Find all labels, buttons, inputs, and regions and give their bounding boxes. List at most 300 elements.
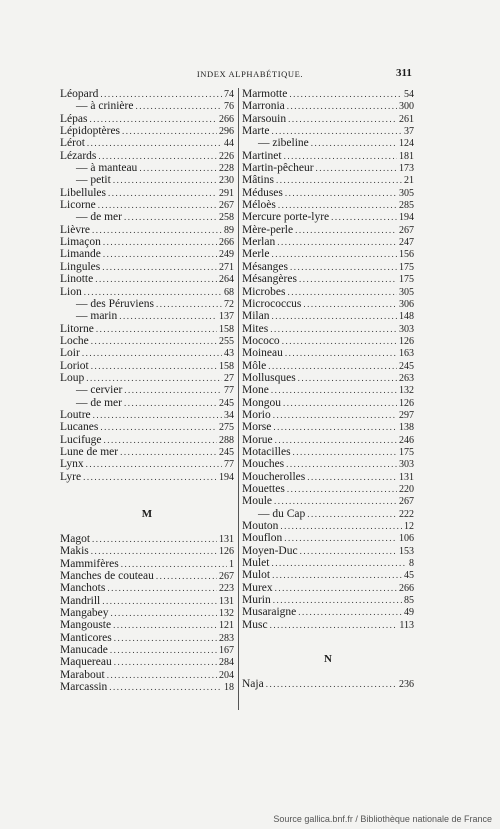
entry-term: Lucanes	[60, 421, 99, 434]
entry-term: Loup	[60, 371, 85, 384]
entry-term: Loutre	[60, 408, 91, 421]
entry-page-number: 266	[399, 582, 414, 594]
entry-page-number: 126	[219, 546, 234, 558]
index-entry	[242, 236, 414, 248]
page-number: 311	[396, 67, 412, 79]
index-entry	[242, 520, 414, 532]
entry-page-number: 291	[219, 187, 234, 199]
entry-term: Naja	[242, 678, 264, 691]
leader-dots	[298, 606, 402, 618]
leader-dots	[96, 323, 217, 335]
leader-dots	[82, 347, 222, 359]
index-entry	[60, 360, 234, 372]
leader-dots	[91, 335, 217, 347]
index-entry	[242, 199, 414, 211]
entry-page-number: 1	[229, 558, 234, 570]
index-entry	[242, 150, 414, 162]
entry-page-number: 72	[224, 298, 234, 310]
index-entry	[242, 273, 414, 285]
entry-term: — zibeline	[258, 137, 309, 150]
entry-term: Mangouste	[60, 619, 112, 632]
entry-page-number: 131	[219, 595, 234, 607]
entry-term: Litorne	[60, 322, 94, 335]
entry-page-number: 106	[399, 533, 414, 545]
entry-term: Lyre	[60, 470, 82, 483]
entry-term: Mouettes	[242, 483, 285, 495]
entry-page-number: 85	[404, 595, 414, 607]
index-column-left	[60, 88, 234, 693]
entry-term: Mouton	[242, 520, 279, 533]
entry-page-number: 132	[399, 385, 414, 397]
entry-term: Lynx	[60, 458, 84, 471]
column-separator	[238, 88, 239, 710]
entry-term: Lérot	[60, 137, 85, 150]
leader-dots	[111, 607, 217, 619]
entry-page-number: 77	[224, 459, 234, 471]
leader-dots	[307, 471, 397, 483]
entry-page-number: 246	[399, 434, 414, 446]
index-entry	[60, 261, 234, 273]
entry-page-number: 44	[224, 138, 234, 150]
entries-m-section-continued	[242, 88, 414, 631]
entry-term: — petit	[76, 174, 111, 187]
index-entry	[242, 545, 414, 557]
leader-dots	[295, 224, 397, 236]
entry-page-number: 158	[219, 360, 234, 372]
entry-term: — de mer	[76, 211, 122, 224]
entry-page-number: 8	[409, 558, 414, 570]
leader-dots	[109, 681, 222, 693]
entry-term: Lépidoptères	[60, 125, 121, 138]
entry-page-number: 153	[399, 545, 414, 557]
leader-dots	[285, 187, 397, 199]
leader-dots	[282, 335, 397, 347]
leader-dots	[86, 458, 222, 470]
leader-dots	[270, 619, 398, 631]
leader-dots	[124, 384, 222, 396]
index-entry	[242, 224, 414, 236]
entry-term: Marcassin	[60, 681, 108, 694]
leader-dots	[83, 471, 217, 483]
entry-term: Mulot	[242, 569, 271, 582]
entry-page-number: 247	[399, 237, 414, 249]
leader-dots	[270, 323, 397, 335]
index-entry	[242, 594, 414, 606]
entry-term: — à manteau	[76, 162, 138, 175]
index-column-right	[242, 88, 414, 690]
entry-term: — à crinière	[76, 100, 134, 113]
entry-page-number: 288	[219, 434, 234, 446]
index-entry	[242, 532, 414, 544]
leader-dots	[287, 100, 397, 112]
leader-dots	[284, 532, 397, 544]
entry-page-number: 12	[404, 521, 414, 533]
entry-page-number: 305	[399, 187, 414, 199]
leader-dots	[271, 384, 397, 396]
entry-term: Manches de couteau	[60, 570, 154, 583]
leader-dots	[298, 372, 397, 384]
entry-term: Méloès	[242, 199, 276, 212]
index-entry	[60, 458, 234, 470]
entry-term: Morue	[242, 433, 273, 446]
leader-dots	[122, 125, 217, 137]
index-entry	[242, 569, 414, 581]
index-entry	[60, 286, 234, 298]
entries-n-section	[242, 678, 414, 690]
entry-page-number: 300	[399, 101, 414, 113]
index-entry	[242, 446, 414, 458]
index-entry	[60, 619, 234, 631]
entry-term: Mongou	[242, 396, 281, 409]
leader-dots	[284, 150, 397, 162]
leader-dots	[86, 372, 222, 384]
index-entry	[242, 187, 414, 199]
entry-term: Morse	[242, 421, 272, 434]
leader-dots	[108, 187, 217, 199]
entry-term: Loche	[60, 334, 89, 347]
entry-term: Musc	[242, 618, 268, 631]
leader-dots	[98, 150, 217, 162]
entry-page-number: 264	[219, 274, 234, 286]
entry-term: Mésangères	[242, 273, 297, 286]
index-entry	[242, 113, 414, 125]
entry-page-number: 121	[219, 620, 234, 632]
entry-page-number: 34	[224, 409, 234, 421]
index-entry	[242, 162, 414, 174]
index-entry	[242, 384, 414, 396]
index-entry	[242, 88, 414, 100]
section-heading-n: N	[324, 653, 332, 666]
entry-page-number: 267	[219, 200, 234, 212]
entry-page-number: 77	[224, 385, 234, 397]
entry-page-number: 138	[399, 422, 414, 434]
entry-page-number: 27	[224, 372, 234, 384]
entry-term: Moule	[242, 495, 273, 508]
entry-page-number: 303	[399, 459, 414, 471]
leader-dots	[139, 162, 217, 174]
leader-dots	[300, 545, 397, 557]
leader-dots	[100, 88, 222, 100]
leader-dots	[124, 397, 217, 409]
index-entry	[60, 162, 234, 174]
leader-dots	[121, 558, 227, 570]
index-entry	[242, 606, 414, 618]
index-entry	[60, 558, 234, 570]
entry-page-number: 131	[219, 534, 234, 545]
index-entry	[60, 545, 234, 557]
leader-dots	[273, 409, 397, 421]
entry-term: Mites	[242, 322, 269, 335]
entry-page-number: 267	[399, 496, 414, 508]
section-heading-m: M	[141, 508, 153, 520]
index-entry	[242, 678, 414, 690]
entry-page-number: 296	[219, 126, 234, 138]
entry-term: Martin-pêcheur	[242, 162, 314, 175]
index-entry	[60, 656, 234, 668]
entry-page-number: 21	[404, 175, 414, 187]
leader-dots	[103, 236, 217, 248]
leader-dots	[84, 286, 222, 298]
leader-dots	[92, 224, 222, 236]
leader-dots	[113, 174, 217, 186]
index-entry	[60, 347, 234, 359]
index-entry	[60, 397, 234, 409]
entry-term: Marte	[242, 125, 270, 138]
entry-term: Mésanges	[242, 260, 288, 273]
leader-dots	[95, 273, 217, 285]
entry-page-number: 255	[219, 335, 234, 347]
entry-page-number: 267	[399, 224, 414, 236]
entry-term: Lucifuge	[60, 433, 102, 446]
index-entry	[242, 372, 414, 384]
index-entry	[242, 298, 414, 310]
leader-dots	[271, 310, 397, 322]
entry-page-number: 54	[404, 89, 414, 100]
leader-dots	[272, 569, 402, 581]
entry-page-number: 263	[399, 372, 414, 384]
leader-dots	[104, 434, 217, 446]
entry-term: Mère-perle	[242, 223, 294, 236]
leader-dots	[271, 248, 397, 260]
index-entry	[242, 495, 414, 507]
entry-term: Linotte	[60, 273, 94, 286]
entry-term: Mangabey	[60, 607, 109, 620]
entry-page-number: 167	[219, 645, 234, 657]
entry-term: Magot	[60, 533, 91, 545]
leader-dots	[287, 286, 397, 298]
leader-dots	[91, 545, 217, 557]
entry-page-number: 306	[399, 298, 414, 310]
entry-page-number: 305	[399, 286, 414, 298]
entry-term: — des Péruviens	[76, 297, 154, 310]
leader-dots	[277, 236, 397, 248]
index-entry	[242, 409, 414, 421]
entry-term: Lépas	[60, 112, 88, 125]
leader-dots	[102, 261, 217, 273]
index-entry	[242, 211, 414, 223]
leader-dots	[283, 397, 397, 409]
index-entry	[60, 446, 234, 458]
leader-dots	[331, 211, 397, 223]
entry-page-number: 223	[219, 583, 234, 595]
entry-term: Mulet	[242, 557, 270, 570]
entry-term: Mammifères	[60, 557, 119, 570]
leader-dots	[93, 409, 222, 421]
entry-term: Mococo	[242, 334, 280, 347]
leader-dots	[274, 495, 397, 507]
entry-term: Milan	[242, 310, 270, 323]
index-entry	[60, 310, 234, 322]
entry-page-number: 230	[219, 175, 234, 187]
leader-dots	[114, 632, 217, 644]
entry-page-number: 283	[219, 632, 234, 644]
index-entry	[60, 632, 234, 644]
entry-term: Murin	[242, 594, 271, 607]
leader-dots	[273, 421, 397, 433]
entry-page-number: 18	[224, 682, 234, 694]
entry-page-number: 175	[399, 446, 414, 458]
index-entry	[242, 323, 414, 335]
entry-page-number: 303	[399, 323, 414, 335]
index-entry	[242, 286, 414, 298]
entry-term: Makis	[60, 545, 89, 558]
entry-term: Microbes	[242, 285, 286, 298]
index-entry	[60, 187, 234, 199]
entry-page-number: 181	[399, 150, 414, 162]
leader-dots	[89, 113, 217, 125]
entry-page-number: 137	[219, 311, 234, 323]
leader-dots	[120, 446, 217, 458]
index-entry	[242, 458, 414, 470]
entry-page-number: 126	[399, 397, 414, 409]
leader-dots	[307, 508, 397, 520]
leader-dots	[275, 434, 397, 446]
running-header-title: INDEX ALPHABÉTIQUE.	[196, 69, 304, 79]
leader-dots	[135, 100, 222, 112]
entry-page-number: 173	[399, 163, 414, 175]
leader-dots	[290, 261, 397, 273]
leader-dots	[110, 644, 217, 656]
index-entry	[60, 137, 234, 149]
entry-page-number: 245	[219, 397, 234, 409]
leader-dots	[285, 347, 397, 359]
index-entry	[60, 409, 234, 421]
entry-term: Maquereau	[60, 656, 112, 669]
index-entry	[242, 335, 414, 347]
index-entry	[242, 347, 414, 359]
entry-page-number: 49	[404, 607, 414, 619]
index-entry	[60, 644, 234, 656]
entry-term: Mandrill	[60, 594, 101, 607]
index-entry	[60, 199, 234, 211]
index-entry	[242, 582, 414, 594]
index-entry	[242, 248, 414, 260]
index-entry	[242, 310, 414, 322]
index-entry	[60, 298, 234, 310]
leader-dots	[316, 162, 397, 174]
index-entry	[60, 471, 234, 483]
leader-dots	[102, 595, 217, 607]
entry-term: Lézards	[60, 149, 97, 162]
entry-page-number: 163	[399, 348, 414, 360]
leader-dots	[156, 570, 217, 582]
entry-page-number: 45	[404, 570, 414, 582]
entry-term: Merle	[242, 248, 270, 261]
leader-dots	[286, 458, 397, 470]
entry-page-number: 245	[219, 446, 234, 458]
entry-term: Motacilles	[242, 445, 291, 458]
index-entry	[60, 372, 234, 384]
leader-dots	[87, 137, 222, 149]
entry-term: Murex	[242, 581, 273, 594]
index-entry	[242, 125, 414, 137]
leader-dots	[276, 174, 402, 186]
entry-page-number: 113	[399, 619, 414, 631]
leader-dots	[287, 483, 397, 495]
entries-l-section	[60, 88, 234, 483]
entry-term: — de mer	[76, 396, 122, 409]
leader-dots	[303, 298, 397, 310]
entry-page-number: 267	[219, 571, 234, 583]
leader-dots	[103, 248, 217, 260]
entry-page-number: 194	[219, 471, 234, 483]
entry-term: — cervier	[76, 384, 123, 397]
leader-dots	[107, 669, 217, 681]
index-entry	[60, 323, 234, 335]
entry-term: Moucherolles	[242, 470, 306, 483]
entry-page-number: 249	[219, 249, 234, 261]
entry-term: Léopard	[60, 88, 99, 100]
source-footer: Source gallica.bnf.fr / Bibliothèque nationale de France	[273, 814, 492, 824]
entry-page-number: 43	[224, 348, 234, 360]
entry-term: Martinet	[242, 149, 282, 162]
index-entry	[60, 335, 234, 347]
index-entry	[242, 360, 414, 372]
entry-page-number: 204	[219, 669, 234, 681]
entry-term: Licorne	[60, 199, 96, 212]
entry-page-number: 275	[219, 422, 234, 434]
entry-term: Méduses	[242, 186, 283, 199]
index-entry	[242, 557, 414, 569]
index-entry	[242, 471, 414, 483]
leader-dots	[271, 557, 407, 569]
entry-page-number: 261	[399, 113, 414, 125]
leader-dots	[289, 88, 402, 100]
entry-term: Libellules	[60, 186, 106, 199]
index-entry	[242, 508, 414, 520]
leader-dots	[92, 533, 217, 545]
entry-term: Mollusques	[242, 371, 296, 384]
index-entry	[60, 434, 234, 446]
entry-page-number: 222	[399, 508, 414, 520]
entry-page-number: 131	[399, 471, 414, 483]
entry-page-number: 126	[399, 335, 414, 347]
entry-page-number: 236	[399, 679, 414, 691]
index-entry	[60, 236, 234, 248]
index-entry	[60, 211, 234, 223]
index-entry	[60, 125, 234, 137]
entry-page-number: 156	[399, 249, 414, 261]
leader-dots	[280, 520, 402, 532]
entry-term: Marabout	[60, 668, 105, 681]
leader-dots	[100, 421, 217, 433]
leader-dots	[91, 360, 217, 372]
entry-term: Mone	[242, 384, 269, 397]
entry-term: Manucade	[60, 644, 108, 657]
entry-term: Mouflon	[242, 532, 283, 545]
entry-page-number: 148	[399, 311, 414, 323]
entry-page-number: 76	[224, 101, 234, 113]
leader-dots	[293, 446, 397, 458]
index-entry	[242, 137, 414, 149]
entry-page-number: 194	[399, 212, 414, 224]
entry-term: Morio	[242, 408, 271, 421]
entry-page-number: 74	[224, 89, 234, 100]
index-entry	[60, 681, 234, 693]
entry-page-number: 297	[399, 409, 414, 421]
leader-dots	[275, 582, 397, 594]
entry-term: Limaçon	[60, 236, 101, 249]
index-entry	[60, 607, 234, 619]
index-entry	[60, 100, 234, 112]
leader-dots	[114, 656, 217, 668]
entry-term: Môle	[242, 359, 267, 372]
entry-page-number: 158	[219, 323, 234, 335]
index-entry	[60, 595, 234, 607]
entry-page-number: 68	[224, 286, 234, 298]
index-entry	[60, 273, 234, 285]
entry-page-number: 220	[399, 484, 414, 495]
